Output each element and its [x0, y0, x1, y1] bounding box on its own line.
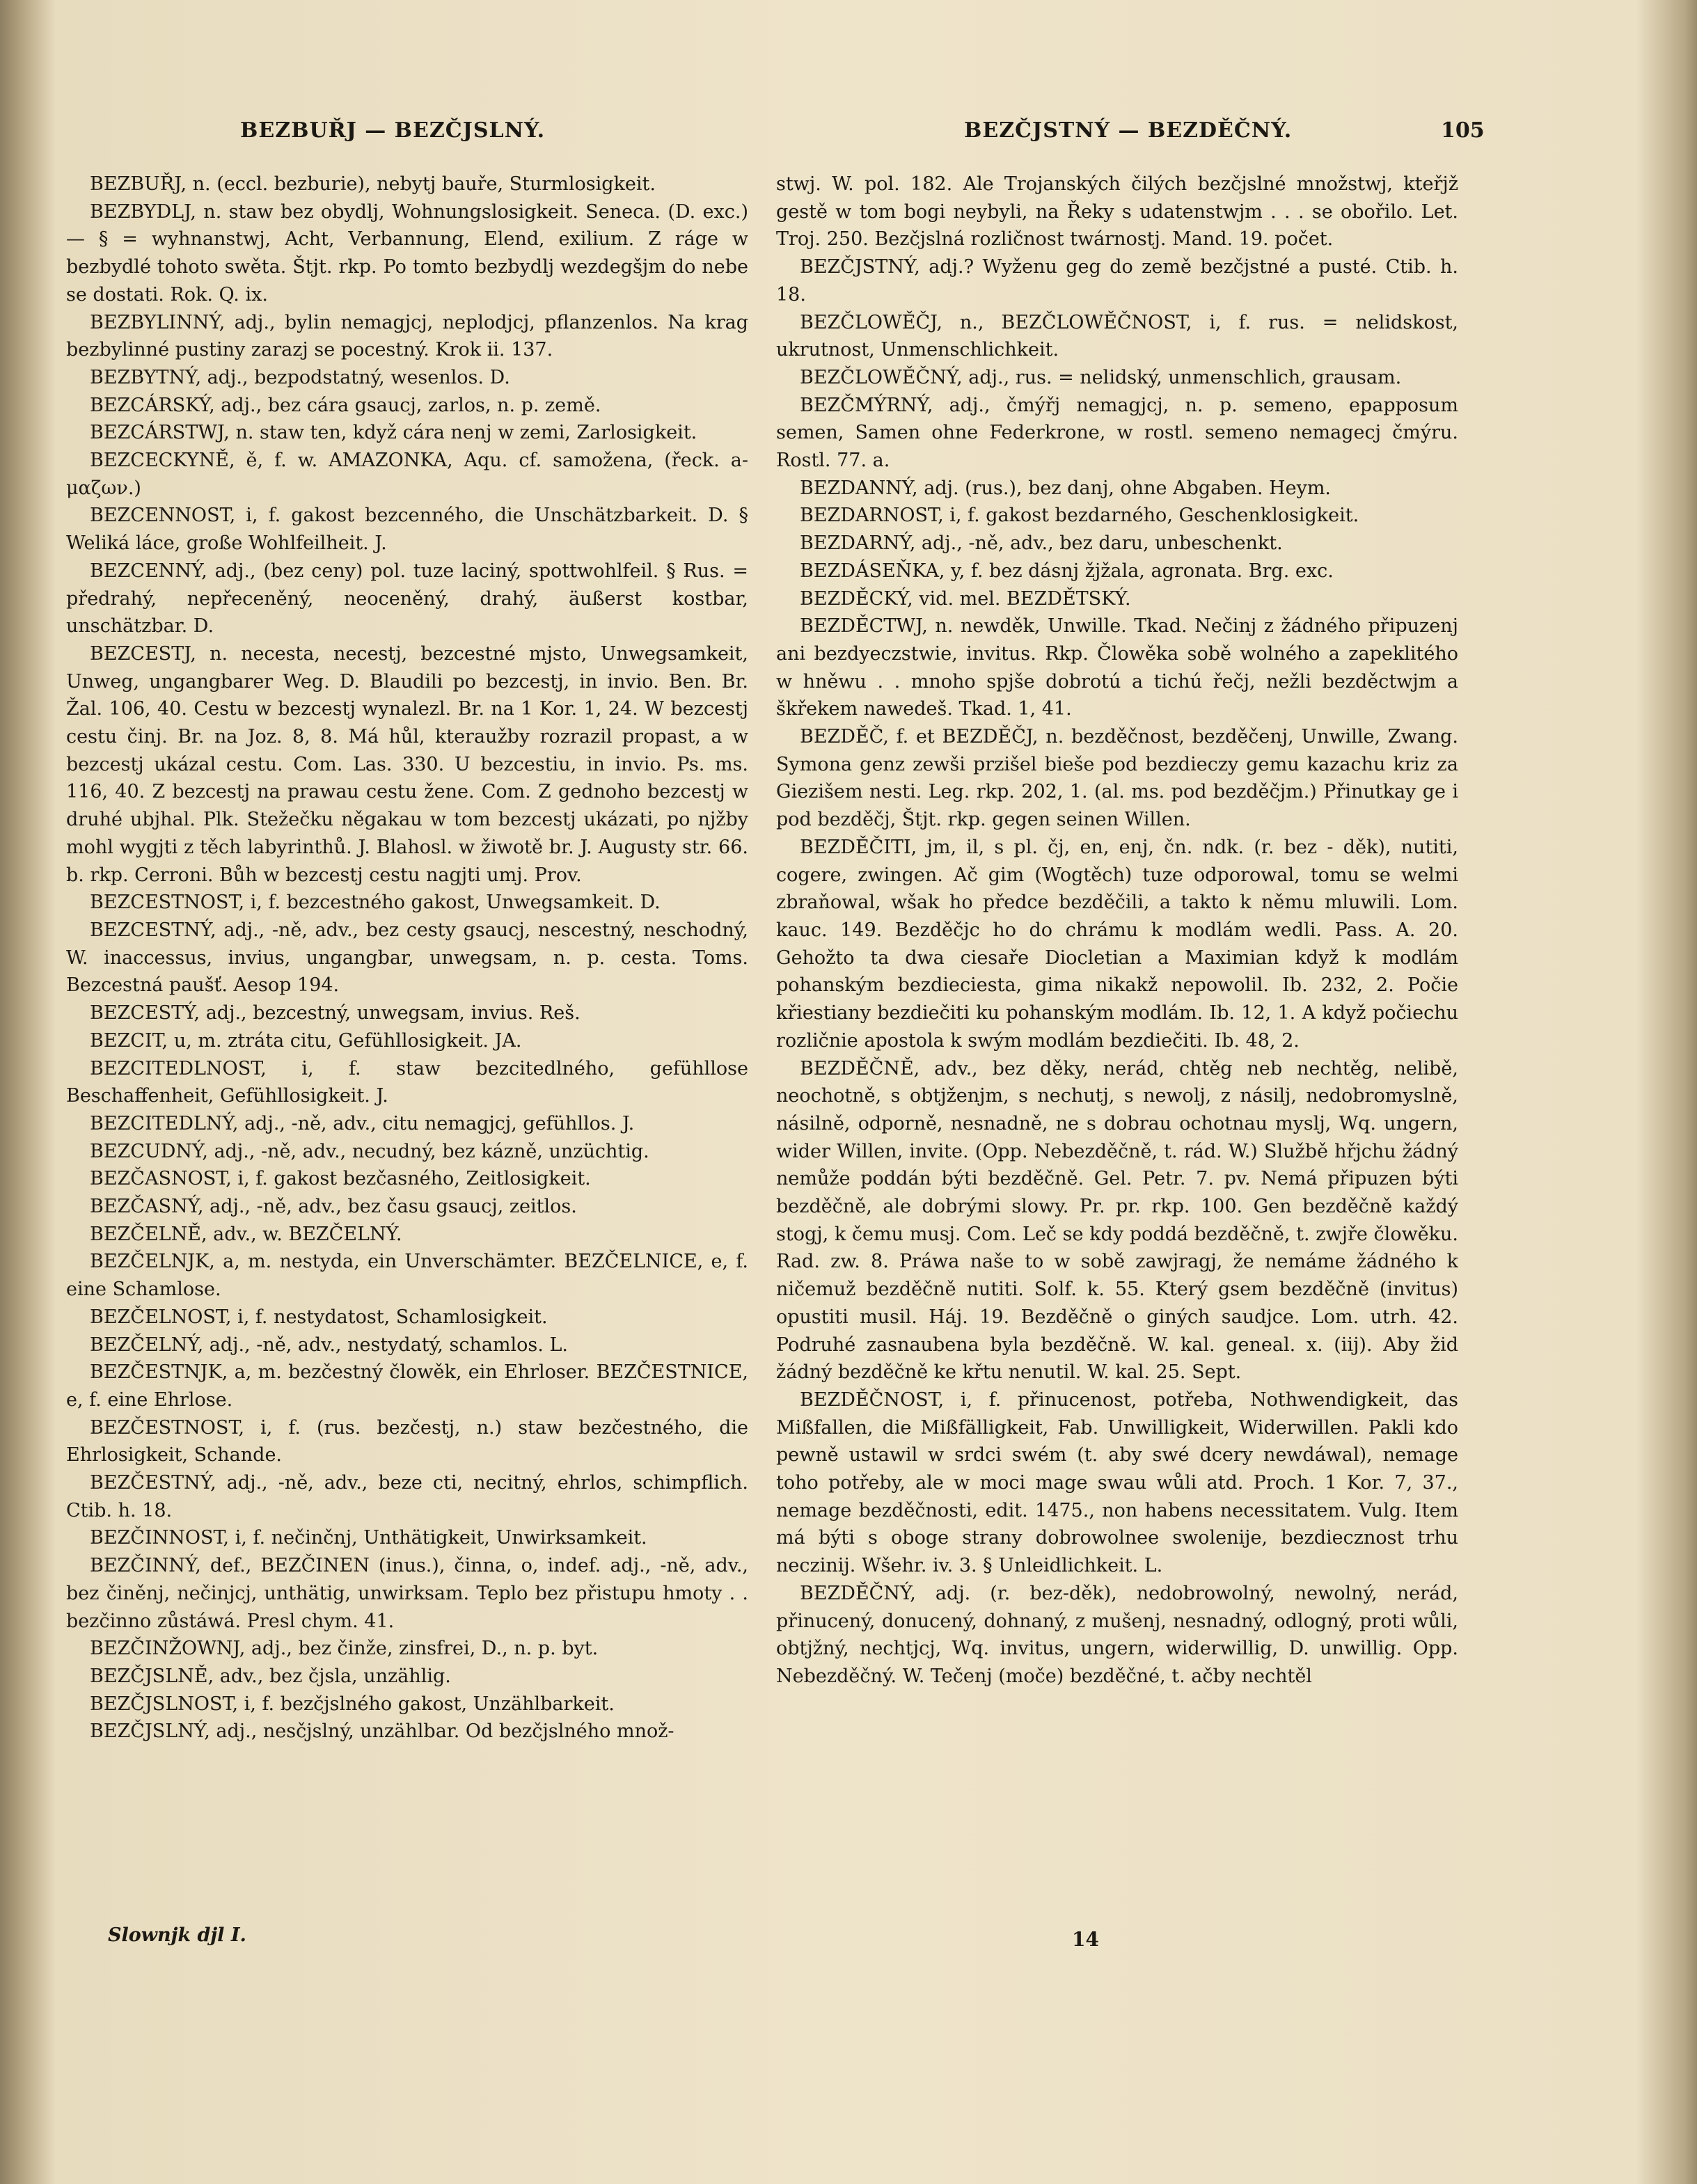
dictionary-entry: BEZDĚČNÝ, adj. (r. bez-děk), nedobrowolný, newolný, nerád, přinucený, donucený, dohnaný, z mušenj, nesnadný, odlogný, proti wůli, obtjžný, nechtjcj, Wq. invitus, ungern, widerwillig, D. unwillig. Opp. Nebezděčný. W. Tečenj (moče) bezděčné, t. ačby nechtěl: [776, 1582, 1458, 1687]
dictionary-entry: BEZCESTJ, n. necesta, necestj, bezcestné mjsto, Unwegsamkeit, Unweg, ungangbarer Weg. D. Blaudili po bezcestj, in invio. Ben. Br. Žal. 106, 40. Cestu w bezcestj wynalezl. Br. na 1 Kor. 1, 24. W bezcestj cestu činj. Br. na Joz. 8, 8. Má hůl, kteraužby rozrazil propast, a w bezcestj ukázal cestu. Com. Las. 330. U bezcestiu, in invio. Ps. ms. 116, 40. Z bezcestj na prawau cestu žene. Com. Z gednoho bezcestj w druhé ubjhal. Plk. Stežečku něgakau w tom bezcestj ukázati, po njžby mohl wygjti z těch labyrinthů. J. Blahosl. w žiwotě br. J. Augusty str. 66. b. rkp. Cerroni. Bůh w bezcestj cestu nagjti umj. Prov.: [66, 642, 748, 886]
dictionary-entry: BEZDĚČNOST, i, f. přinucenost, potřeba, Nothwendigkeit, das Mißfallen, die Mißfälligkeit, Fab. Unwilligkeit, Widerwillen. Pakli kdo pewně ustawil w srdci swém (t. aby swé dcery newdáwal), nemage toho potřeby, ale w moci mage swau wůli atd. Proch. 1 Kor. 7, 37., nemage bezděčnosti, edit. 1475., non habens necessitatem. Vulg. Item má býti s oboge strany dobrowolnee swolenije, bezdiecznost trhu neczinij. Wšehr. iv. 3. § Unleidlichkeit. L.: [776, 1388, 1458, 1577]
dictionary-entry: BEZCENNÝ, adj., (bez ceny) pol. tuze laciný, spottwohlfeil. § Rus. = předrahý, nepřeceněný, neoceněný, drahý, äußerst kostbar, unschätzbar. D.: [66, 560, 748, 638]
dictionary-entry: BEZČMÝRNÝ, adj., čmýřj nemagjcj, n. p. semeno, epapposum semen, Samen ohne Federkrone, w rostl. semeno nemagecj čmýru. Rostl. 77. a.: [776, 394, 1458, 472]
printer-signature: Slownjk djl I.: [108, 1924, 246, 1946]
dictionary-entry-continuation: stwj. W. pol. 182. Ale Trojanských čilých bezčjslné množstwj, kteřjž gestě w tom bogi neybyli, na Řeky s udatenstwjm . . . se obořilo. Let. Troj. 250. Bezčjslná rozličnost twárnostj. Mand. 19. počet.: [776, 173, 1458, 251]
dictionary-entry: BEZCITEDLNÝ, adj., -ně, adv., citu nemagjcj, gefühllos. J.: [90, 1112, 635, 1134]
dictionary-entry: BEZČINNOST, i, f. nečinčnj, Unthätigkeit, Unwirksamkeit.: [90, 1527, 647, 1549]
running-header: [66, 118, 1521, 160]
dictionary-page: [66, 104, 1521, 1977]
dictionary-entry: BEZČLOWĚČNÝ, adj., rus. = nelidský, unmenschlich, grausam.: [800, 366, 1402, 388]
dictionary-entry: BEZČINNÝ, def., BEZČINEN (inus.), činna, o, indef. adj., -ně, adv., bez činěnj, nečinjcj, unthätig, unwirksam. Teplo bez přistupu hmoty . . bezčinno zůstáwá. Presl chym. 41.: [66, 1555, 748, 1632]
dictionary-entry: BEZCIT, u, m. ztráta citu, Gefühllosigkeit. JA.: [90, 1029, 522, 1052]
dictionary-entry: BEZČJSLNOST, i, f. bezčjslného gakost, Unzählbarkeit.: [90, 1693, 615, 1715]
dictionary-entry: BEZCESTÝ, adj., bezcestný, unwegsam, invius. Reš.: [90, 1002, 581, 1024]
dictionary-entry: BEZČELNJK, a, m. nestyda, ein Unverschämter. BEZČELNICE, e, f. eine Schamlose.: [66, 1251, 748, 1301]
dictionary-entry: BEZDARNOST, i, f. gakost bezdarného, Geschenklosigkeit.: [800, 505, 1359, 527]
dictionary-entry: BEZCESTNÝ, adj., -ně, adv., bez cesty gsaucj, nescestný, neschodný, W. inaccessus, invius, ungangbar, unwegsam, n. p. cesta. Toms. Bezcestná paušť. Aesop 194.: [66, 919, 748, 997]
sheet-number: 14: [1072, 1928, 1099, 1951]
header-left-title: BEZBUŘJ — BEZČJSLNÝ.: [240, 118, 546, 143]
dictionary-entry: BEZČJSLNÝ, adj., nesčjslný, unzählbar. Od bezčjslného množ-: [90, 1720, 674, 1743]
dictionary-entry: BEZCENNOST, i, f. gakost bezcenného, die Unschätzbarkeit. D. § Weliká láce, große Wohlfeilheit. J.: [66, 505, 748, 555]
dictionary-entry: BEZČESTNJK, a, m. bezčestný člowěk, ein Ehrloser. BEZČESTNICE, e, f. eine Ehrlose.: [66, 1361, 748, 1411]
dictionary-entry: BEZČELNOST, i, f. nestydatost, Schamlosigkeit.: [90, 1306, 548, 1328]
dictionary-entry: BEZDĚČITI, jm, il, s pl. čj, en, enj, čn. ndk. (r. bez - děk), nutiti, cogere, zwingen. Ač gim (Wogtěch) tuze odporowal, tomu se welmi zbraňowal, wšak ho předce bezděčili, a takto k němu mluwili. Lom. kauc. 149. Bezděčjc ho do chrámu k modlám wedli. Pass. A. 20. Gehožto ta dwa ciesaře Diocletian a Maximian když k modlám pohanským bezdieciesta, gima nikakž nepowolil. Ib. 232, 2. Počie křiestiany bezdiečiti ku pohanským modlám. Ib. 12, 1. A když počiechu rozličnie apostola k swým modlám bezdiečiti. Ib. 48, 2.: [776, 836, 1458, 1052]
dictionary-entry: BEZČESTNOST, i, f. (rus. bezčestj, n.) staw bezčestného, die Ehrlosigkeit, Schande.: [66, 1416, 748, 1466]
dictionary-entry: BEZBYLINNÝ, adj., bylin nemagjcj, neplodjcj, pflanzenlos. Na krag bezbylinné pustiny zarazj se pocestný. Krok ii. 137.: [66, 311, 748, 361]
dictionary-entry: BEZČINŽOWNJ, adj., bez činže, zinsfrei, D., n. p. byt.: [90, 1638, 599, 1660]
dictionary-entry: BEZDANNÝ, adj. (rus.), bez danj, ohne Abgaben. Heym.: [800, 477, 1332, 499]
dictionary-entry: BEZCECKYNĚ, ě, f. w. AMAZONKA, Aqu. cf. samožena, (řeck. a-μαζων.): [66, 450, 748, 499]
right-column: [776, 171, 1458, 1952]
dictionary-entry: BEZDĚCKÝ, vid. mel. BEZDĚTSKÝ.: [800, 587, 1131, 610]
page-number: 105: [1441, 118, 1485, 143]
dictionary-entry: BEZDĚČNĚ, adv., bez děky, nerád, chtěg neb nechtěg, nelibě, neochotně, s obtjženjm, s nechutj, s newolj, z násilj, nedobromyslně, násilně, odporně, nesnadně, ne s dobrau ochotnau myslj, Wq. ungern, wider Willen, invite. (Opp. Nebezděčně, t. rád. W.) Službě hřjchu žádný nemůže poddán býti bezděčně. Gel. Petr. 7. pv. Nemá připuzen býti bezděčně, ale dobrými slowy. Pr. pr. rkp. 100. Gen bezděčně každý stogj, k čemu musj. Com. Leč se kdy poddá bezděčně, t. zwjře člowěku. Rad. zw. 8. Práwa naše to w sobě zawjragj, že nemáme žádného k ničemuž bezděčně nutiti. Solf. k. 55. Který gsem bezděčně (invitus) opustiti musil. Háj. 19. Bezděčně o giných saudjce. Lom. utrh. 42. Podruhé zasnaubena byla bezděčně. W. kal. geneal. x. (iij). Aby žid žádný bezděčně ke křtu nenutil. W. kal. 25. Sept.: [776, 1057, 1458, 1384]
dictionary-entry: BEZČASNÝ, adj., -ně, adv., bez času gsaucj, zeitlos.: [90, 1196, 577, 1218]
dictionary-entry: BEZDĚČ, f. et BEZDĚČJ, n. bezděčnost, bezděčenj, Unwille, Zwang. Symona genz zewši przišel bieše pod bezdieczy gemu kazachu kriz za Giezišem nesti. Leg. rkp. 202, 1. (al. ms. pod bezděčjm.) Přinutkay ge i pod bezděčj, Štjt. rkp. gegen seinen Willen.: [776, 726, 1458, 831]
dictionary-entry: BEZČELNÝ, adj., -ně, adv., nestydatý, schamlos. L.: [90, 1334, 568, 1356]
dictionary-entry: BEZCESTNOST, i, f. bezcestného gakost, Unwegsamkeit. D.: [90, 892, 661, 914]
dictionary-entry: BEZČJSTNÝ, adj.? Wyženu geg do země bezčjstné a pusté. Ctib. h. 18.: [776, 256, 1458, 306]
dictionary-entry: BEZDĚCTWJ, n. newděk, Unwille. Tkad. Nečinj z žádného připuzenj ani bezdyeczstwie, invitus. Rkp. Člowěka sobě wolného a zapeklitého w hněwu . . mnoho spjše dobrotú a tichú řečj, nežli bezděctwjm a škřekem nawedeš. Tkad. 1, 41.: [776, 615, 1458, 720]
dictionary-entry: BEZBYDLJ, n. staw bez obydlj, Wohnungslosigkeit. Seneca. (D. exc.) — § = wyhnanstwj, Acht, Verbannung, Elend, exilium. Z ráge w bezbydlé tohoto swěta. Štjt. rkp. Po tomto bezbydlj wezdegšjm do nebe se dostati. Rok. Q. ix.: [66, 200, 748, 306]
dictionary-entry: BEZDÁSEŇKA, y, f. bez dásnj žjžala, agronata. Brg. exc.: [800, 560, 1334, 582]
dictionary-entry: BEZCÁRSKÝ, adj., bez cára gsaucj, zarlos, n. p. země.: [90, 394, 601, 416]
dictionary-entry: BEZCÁRSTWJ, n. staw ten, když cára nenj w zemi, Zarlosigkeit.: [90, 422, 697, 444]
dictionary-entry: BEZBUŘJ, n. (eccl. bezburie), nebytj bauře, Sturmlosigkeit.: [90, 173, 656, 195]
dictionary-entry: BEZČESTNÝ, adj., -ně, adv., beze cti, necitný, ehrlos, schimpflich. Ctib. h. 18.: [66, 1472, 748, 1521]
dictionary-entry: BEZCUDNÝ, adj., -ně, adv., necudný, bez kázně, unzüchtig.: [90, 1140, 649, 1162]
dictionary-entry: BEZBYTNÝ, adj., bezpodstatný, wesenlos. D.: [90, 366, 510, 388]
left-column: [66, 171, 748, 1952]
dictionary-entry: BEZDARNÝ, adj., -ně, adv., bez daru, unbeschenkt.: [800, 532, 1283, 555]
dictionary-entry: BEZČASNOST, i, f. gakost bezčasného, Zeitlosigkeit.: [90, 1168, 591, 1190]
dictionary-entry: BEZČJSLNĚ, adv., bez čjsla, unzählig.: [90, 1665, 451, 1687]
dictionary-entry: BEZČLOWĚČJ, n., BEZČLOWĚČNOST, i, f. rus. = nelidskost, ukrutnost, Unmenschlichkeit.: [776, 311, 1458, 361]
dictionary-entry: BEZCITEDLNOST, i, f. staw bezcitedlného, gefühllose Beschaffenheit, Gefühllosigkeit. J.: [66, 1057, 748, 1107]
dictionary-entry: BEZČELNĚ, adv., w. BEZČELNÝ.: [90, 1223, 402, 1245]
header-right-title: BEZČJSTNÝ — BEZDĚČNÝ.: [964, 118, 1293, 143]
